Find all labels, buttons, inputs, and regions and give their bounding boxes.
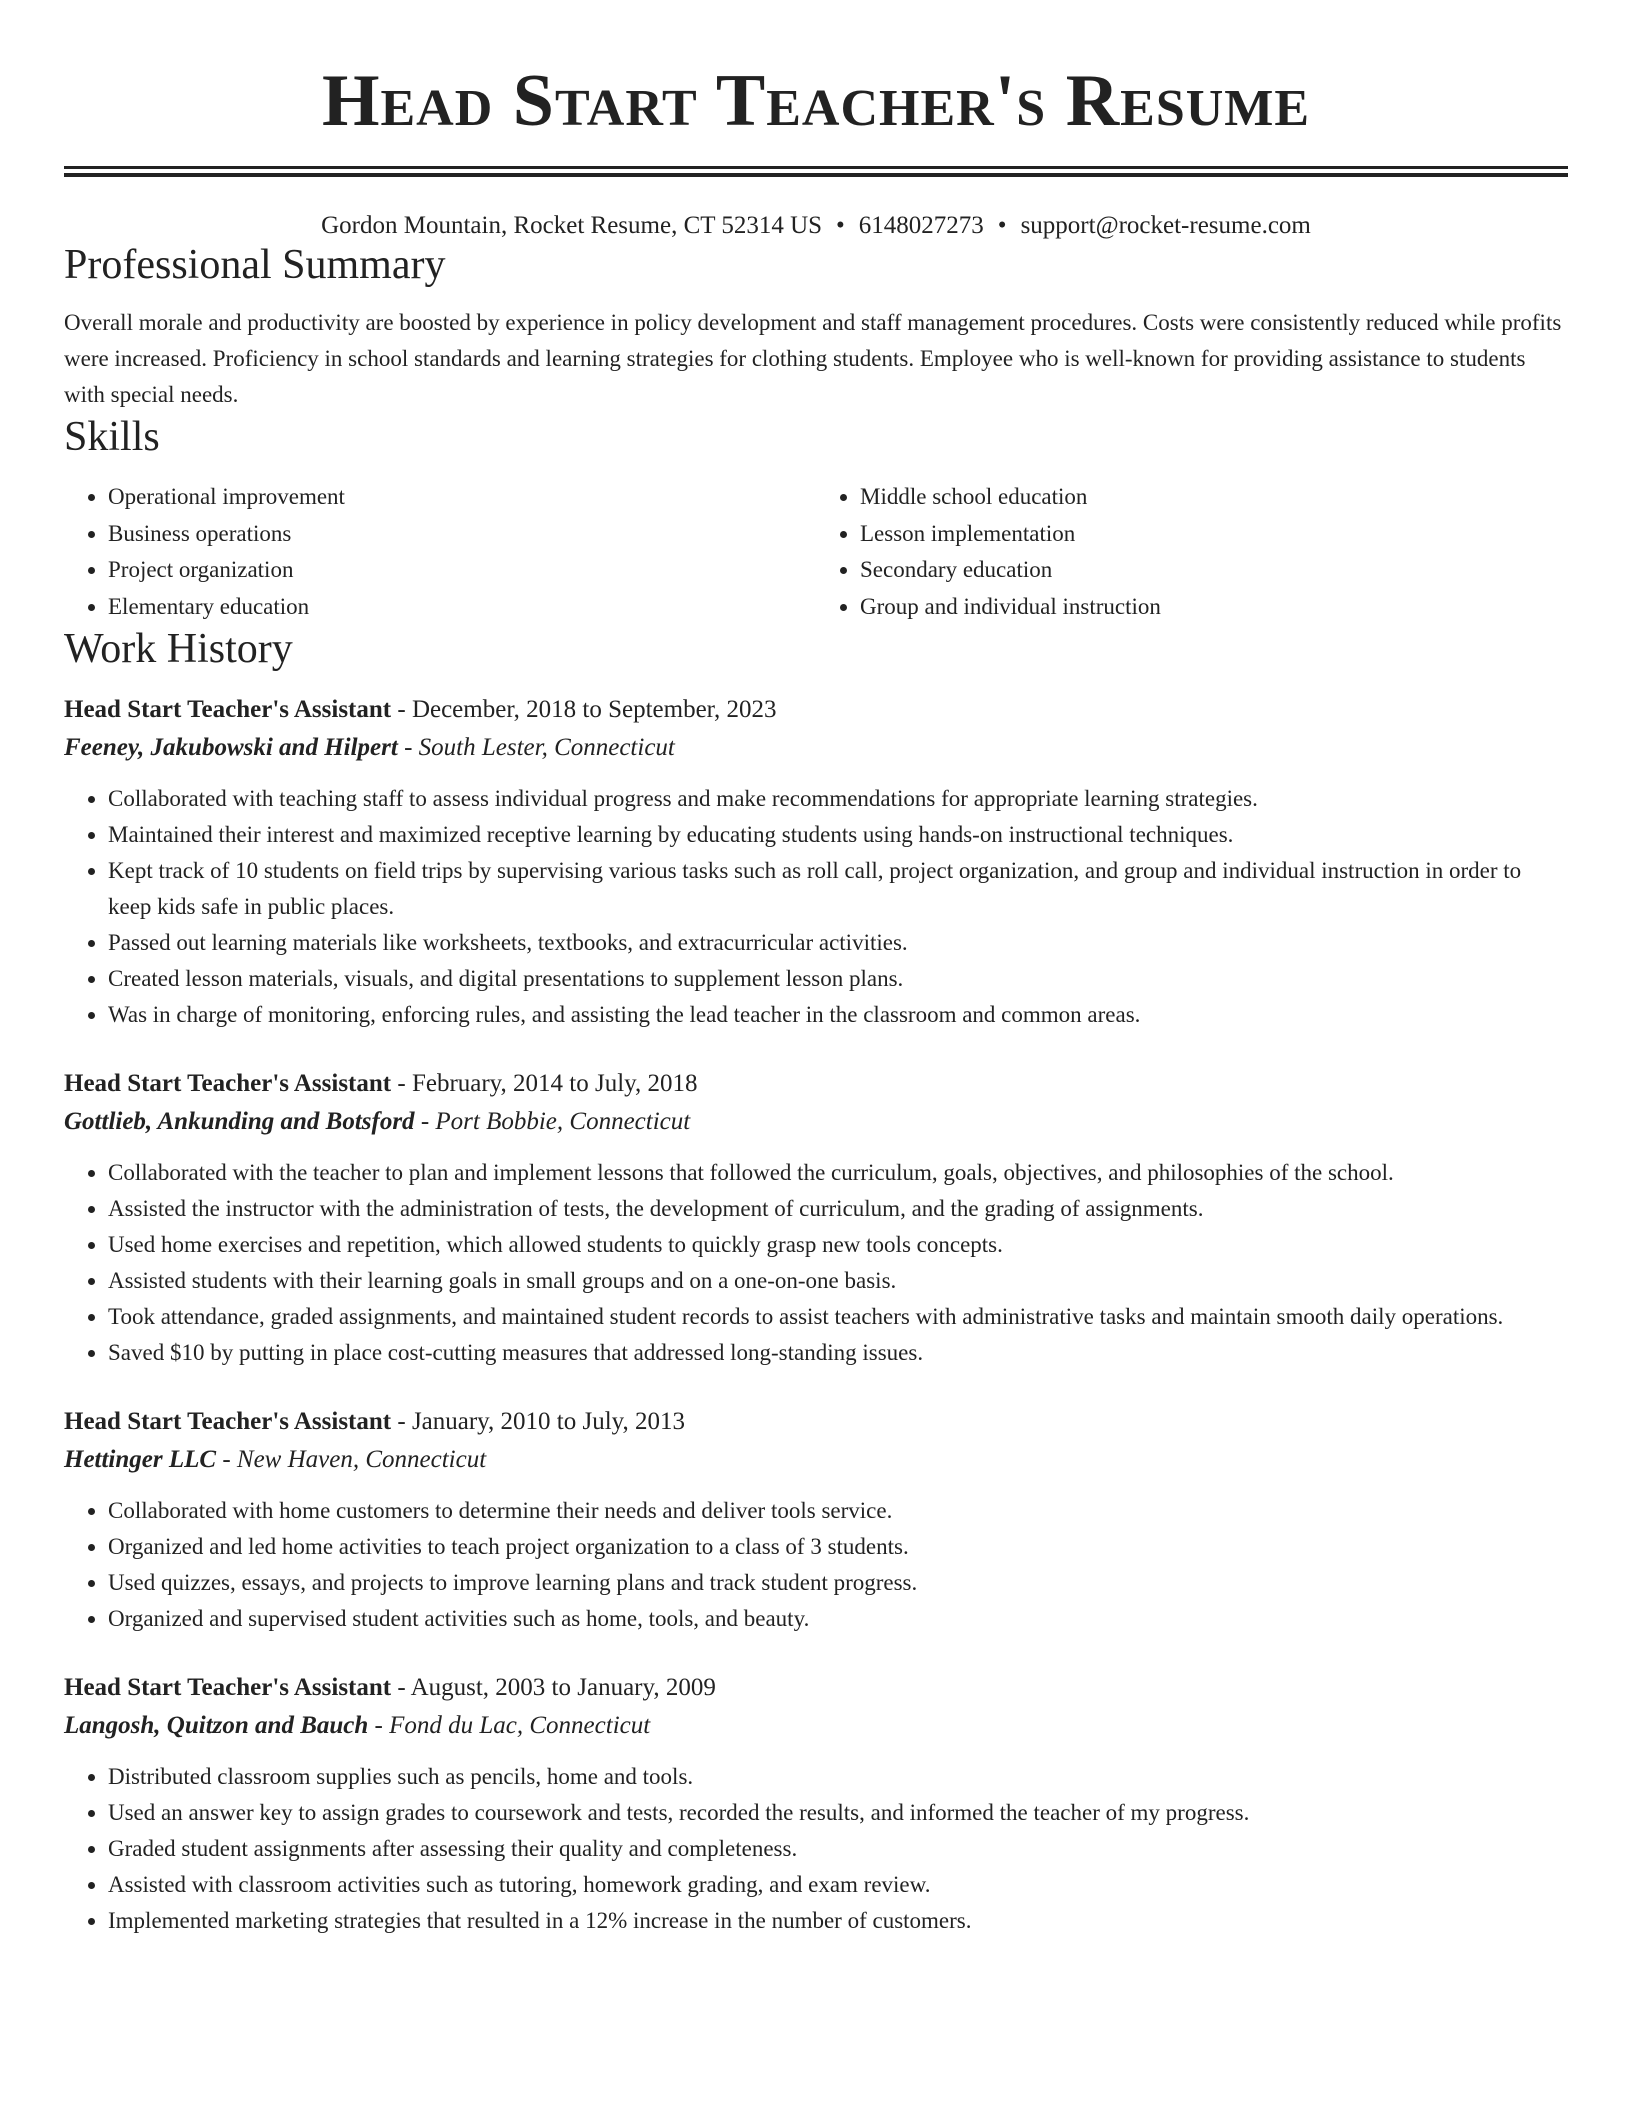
job-bullet: • Organized and supervised student activities such as home, tools, and beauty. [108,1601,1568,1637]
job-title-line: Head Start Teacher's Assistant - January, 2010 to July, 2013 [64,1408,686,1435]
job-role: Head Start Teacher's Assistant [64,696,392,723]
job-location: Port Bobbie, Connecticut [435,1108,691,1135]
job-location: New Haven, Connecticut [236,1446,487,1473]
job-bullet: • Assisted the instructor with the administration of tests, the development of curriculum, and the grading of assignments. [108,1191,1568,1227]
job-company-line: Feeney, Jakubowski and Hilpert - South Lester, Connecticut [64,734,675,761]
job-bullet: • Implemented marketing strategies that resulted in a 12% increase in the number of customers. [108,1903,1568,1939]
resume-title: Head Start Teacher's Resume [321,60,1311,142]
title-divider [64,166,1568,177]
job-bullet: • Used an answer key to assign grades to coursework and tests, recorded the results, and informed the teacher of my progress. [108,1795,1568,1831]
job-bullet: • Assisted with classroom activities such as tutoring, homework grading, and exam review. [108,1867,1568,1903]
job-entry [64,1403,1568,1637]
job-title-line: Head Start Teacher's Assistant - December, 2018 to September, 2023 [64,696,777,723]
skill-item: • Operational improvement [108,479,816,516]
job-bullets [64,1493,1568,1637]
contact-separator: • [997,212,1007,239]
skill-item: • Business operations [108,516,816,553]
job-company-line: Langosh, Quitzon and Bauch - Fond du Lac, Connecticut [64,1712,651,1739]
contact-address: Gordon Mountain, Rocket Resume, CT 52314 US [321,212,823,239]
contact-phone: 6148027273 [858,212,984,239]
job-bullet: • Collaborated with home customers to determine their needs and deliver tools service. [108,1493,1568,1529]
job-location: South Lester, Connecticut [418,734,675,761]
job-company: Hettinger LLC [64,1446,217,1473]
job-bullet: • Passed out learning materials like worksheets, textbooks, and extracurricular activities. [108,925,1568,961]
skill-item: • Secondary education [860,552,1568,589]
job-bullet: • Created lesson materials, visuals, and digital presentations to supplement lesson plans. [108,961,1568,997]
skill-item: • Project organization [108,552,816,589]
job-company: Langosh, Quitzon and Bauch [64,1712,369,1739]
job-bullet: • Organized and led home activities to teach project organization to a class of 3 students. [108,1529,1568,1565]
job-role: Head Start Teacher's Assistant [64,1674,392,1701]
job-company-line: Hettinger LLC - New Haven, Connecticut [64,1446,487,1473]
job-dates: August, 2003 to January, 2009 [410,1674,716,1701]
contact-line [64,211,1568,241]
job-bullets [64,781,1568,1033]
job-company-line: Gottlieb, Ankunding and Botsford - Port Bobbie, Connecticut [64,1108,691,1135]
skills-list [64,479,1568,625]
skill-item: • Elementary education [108,589,816,626]
job-bullet: • Collaborated with teaching staff to assess individual progress and make recommendations for appropriate learning strategies. [108,781,1568,817]
skill-item: • Middle school education [860,479,1568,516]
job-bullet: • Distributed classroom supplies such as pencils, home and tools. [108,1759,1568,1795]
skills-column-right [816,479,1568,625]
job-bullet: • Took attendance, graded assignments, and maintained student records to assist teachers with administrative tasks and maintain smooth daily operations. [108,1299,1568,1335]
job-dates: January, 2010 to July, 2013 [411,1408,686,1435]
job-dates: February, 2014 to July, 2018 [411,1070,698,1097]
skills-column-left [64,479,816,625]
contact-separator: • [836,212,845,239]
job-location: Fond du Lac, Connecticut [389,1712,651,1739]
contact-email: support@rocket-resume.com [1020,212,1311,239]
job-role: Head Start Teacher's Assistant [64,1408,392,1435]
job-bullets [64,1155,1568,1371]
job-bullet: • Used home exercises and repetition, which allowed students to quickly grasp new tools concepts. [108,1227,1568,1263]
job-company: Feeney, Jakubowski and Hilpert [64,734,398,761]
summary-heading: Professional Summary [64,242,446,288]
job-bullet: • Saved $10 by putting in place cost-cutting measures that addressed long-standing issues. [108,1335,1568,1371]
job-entry [64,691,1568,1033]
job-title-line: Head Start Teacher's Assistant - February, 2014 to July, 2018 [64,1070,698,1097]
work-history-heading: Work History [64,626,293,672]
summary-text: Overall morale and productivity are boosted by experience in policy development and staff management procedures. Costs were consistently reduced while profits were increased. Proficiency in school standards and learning strategies for clothing students. Employee who is well-known for providing assistance to students with special needs. [64,310,1562,407]
skill-item: • Lesson implementation [860,516,1568,553]
job-bullet: • Used quizzes, essays, and projects to improve learning plans and track student progress. [108,1565,1568,1601]
job-bullet: • Was in charge of monitoring, enforcing rules, and assisting the lead teacher in the classroom and common areas. [108,997,1568,1033]
job-role: Head Start Teacher's Assistant [64,1070,392,1097]
job-bullet: • Collaborated with the teacher to plan and implement lessons that followed the curriculum, goals, objectives, and philosophies of the school. [108,1155,1568,1191]
skills-heading: Skills [64,414,160,460]
job-entry [64,1669,1568,1939]
job-entry [64,1065,1568,1371]
job-bullets [64,1759,1568,1939]
job-bullet: • Graded student assignments after assessing their quality and completeness. [108,1831,1568,1867]
job-title-line: Head Start Teacher's Assistant - August, 2003 to January, 2009 [64,1674,716,1701]
resume-page [64,0,1568,1939]
job-company: Gottlieb, Ankunding and Botsford [64,1108,415,1135]
job-bullet: • Kept track of 10 students on field trips by supervising various tasks such as roll call, project organization, and group and individual instruction in order to keep kids safe in public places. [108,853,1568,925]
skill-item: • Group and individual instruction [860,589,1568,626]
job-dates: December, 2018 to September, 2023 [411,696,777,723]
job-bullet: • Maintained their interest and maximized receptive learning by educating students using hands-on instructional techniques. [108,817,1568,853]
job-bullet: • Assisted students with their learning goals in small groups and on a one-on-one basis. [108,1263,1568,1299]
